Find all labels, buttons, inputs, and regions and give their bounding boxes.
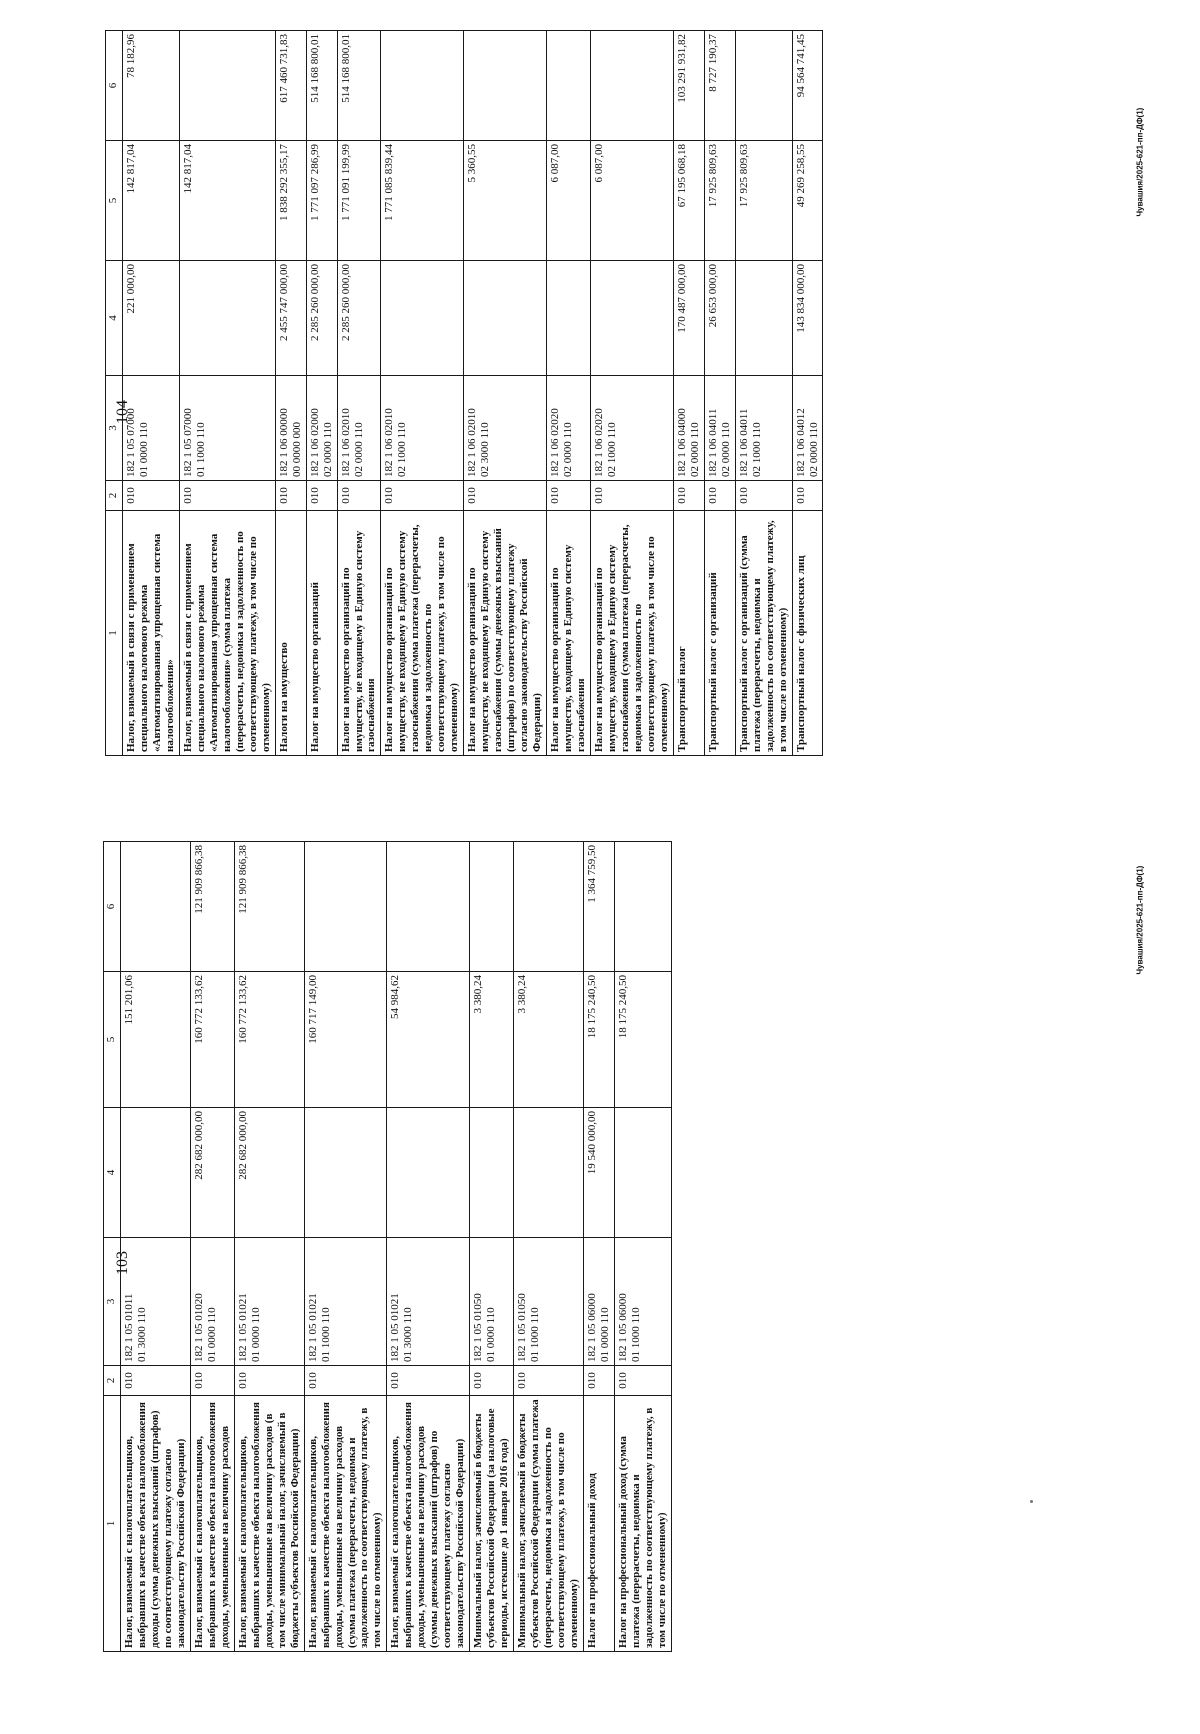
row-plan-cell: 282 682 000,00	[234, 1108, 304, 1238]
row-plan-cell	[304, 1108, 387, 1238]
row-name-cell: Транспортный налог с физических лиц	[792, 511, 823, 756]
row-code-cell: 010	[470, 1366, 514, 1396]
row-exec-cell: 54 984,62	[387, 972, 470, 1108]
row-kbk-cell: 182 1 05 01021 01 1000 110	[304, 1238, 387, 1366]
row-plan-cell: 2 285 260 000,00	[337, 261, 381, 376]
table-row	[190, 842, 234, 1652]
row-plan-cell: 19 540 000,00	[583, 1108, 614, 1238]
table-row	[464, 31, 547, 756]
row-rest-cell	[387, 842, 470, 972]
row-name-cell: Налог, взимаемый с налогоплательщиков, выбравших в качестве объекта налогообложения доходы, уменьшенные на величину расходов (в том числе минимальный налог, зачисляемый в бюджеты субъектов Российской Федерации)	[234, 1396, 304, 1652]
row-rest-cell	[179, 31, 275, 141]
row-name-cell: Транспортный налог с организаций (сумма платежа (перерасчеты, недоимка и задолженность по соответствующему платежу, в том числе по отмененному)	[735, 511, 792, 756]
row-rest-cell	[547, 31, 591, 141]
row-code-cell: 010	[121, 1366, 191, 1396]
row-plan-cell	[735, 261, 792, 376]
row-plan-cell	[514, 1108, 584, 1238]
row-code-cell: 010	[304, 1366, 387, 1396]
row-plan-cell	[547, 261, 591, 376]
table-row	[381, 31, 464, 756]
column-header: 1	[104, 1396, 121, 1652]
sheet-page-104	[105, 34, 1153, 756]
row-plan-cell	[387, 1108, 470, 1238]
row-exec-cell: 6 087,00	[590, 141, 673, 261]
row-kbk-cell: 182 1 06 04011 02 1000 110	[735, 376, 792, 481]
column-header: 2	[106, 481, 123, 511]
row-code-cell: 010	[190, 1366, 234, 1396]
row-rest-cell: 121 909 866,38	[190, 842, 234, 972]
row-name-cell: Налог на имущество организаций по имуществу, входящему в Единую систему газоснабжения (сумма платежа (перерасчеты, недоимка и задолженность по соответствующему платежу, в том числе по отмененному)	[590, 511, 673, 756]
table-row	[673, 31, 704, 756]
table-row	[735, 31, 792, 756]
row-rest-cell: 78 182,96	[123, 31, 180, 141]
row-name-cell: Налог, взимаемый с налогоплательщиков, выбравших в качестве объекта налогообложения доходы, уменьшенные на величину расходов (сумма платежа (перерасчеты, недоимка и задолженность по соответствующему платежу, в том числе по отмененному)	[304, 1396, 387, 1652]
row-rest-cell: 8 727 190,37	[704, 31, 735, 141]
column-header: 3	[106, 376, 123, 481]
column-header: 5	[106, 141, 123, 261]
row-code-cell: 010	[179, 481, 275, 511]
table-row	[304, 842, 387, 1652]
column-header: 4	[104, 1108, 121, 1238]
row-exec-cell: 6 087,00	[547, 141, 591, 261]
row-exec-cell: 1 771 085 839,44	[381, 141, 464, 261]
row-code-cell: 010	[123, 481, 180, 511]
row-rest-cell	[590, 31, 673, 141]
row-code-cell: 010	[387, 1366, 470, 1396]
row-rest-cell	[735, 31, 792, 141]
row-code-cell: 010	[704, 481, 735, 511]
row-code-cell: 010	[547, 481, 591, 511]
table-row	[306, 31, 337, 756]
row-rest-cell: 514 168 800,01	[337, 31, 381, 141]
row-plan-cell: 221 000,00	[123, 261, 180, 376]
row-name-cell: Налог, взимаемый с налогоплательщиков, выбравших в качестве объекта налогообложения доходы, уменьшенные на величину расходов	[190, 1396, 234, 1652]
row-rest-cell	[514, 842, 584, 972]
row-kbk-cell: 182 1 06 02010 02 3000 110	[464, 376, 547, 481]
row-exec-cell: 17 925 809,63	[704, 141, 735, 261]
row-kbk-cell: 182 1 06 04000 02 0000 110	[673, 376, 704, 481]
table-row	[123, 31, 180, 756]
row-exec-cell: 151 201,06	[121, 972, 191, 1108]
row-exec-cell: 17 925 809,63	[735, 141, 792, 261]
table-body-104	[123, 31, 823, 756]
row-name-cell: Налог, взимаемый с налогоплательщиков, выбравших в качестве объекта налогообложения доходы, уменьшенные на величину расходов (суммы денежных взысканий (штрафов) по соответствующему платежу согласно законодательству Российской Федерации)	[387, 1396, 470, 1652]
table-header-row	[104, 842, 121, 1652]
row-exec-cell: 3 380,24	[514, 972, 584, 1108]
row-plan-cell: 170 487 000,00	[673, 261, 704, 376]
row-name-cell: Налог на имущество организаций по имуществу, входящему в Единую систему газоснабжения	[547, 511, 591, 756]
row-kbk-cell: 182 1 06 04012 02 0000 110	[792, 376, 823, 481]
row-code-cell: 010	[464, 481, 547, 511]
row-rest-cell: 617 460 731,83	[275, 31, 306, 141]
row-name-cell: Налог на имущество организаций по имуществу, не входящему в Единую систему газоснабжения (сумма платежа (перерасчеты, недоимка и задолженность по соответствующему платежу, в том числе по отмененному)	[381, 511, 464, 756]
table-body-103	[121, 842, 672, 1652]
table-row	[590, 31, 673, 756]
row-code-cell: 010	[514, 1366, 584, 1396]
row-rest-cell: 1 364 759,50	[583, 842, 614, 972]
row-plan-cell: 26 653 000,00	[704, 261, 735, 376]
table-row	[275, 31, 306, 756]
row-code-cell: 010	[381, 481, 464, 511]
row-code-cell: 010	[792, 481, 823, 511]
row-plan-cell	[470, 1108, 514, 1238]
row-rest-cell	[464, 31, 547, 141]
row-exec-cell: 1 838 292 355,17	[275, 141, 306, 261]
table-row	[387, 842, 470, 1652]
row-plan-cell	[614, 1108, 671, 1238]
row-exec-cell: 67 195 068,18	[673, 141, 704, 261]
row-code-cell: 010	[275, 481, 306, 511]
row-name-cell: Налог, взимаемый с налогоплательщиков, выбравших в качестве объекта налогообложения доходы (сумма денежных взысканий (штрафов) по соответствующему платежу согласно законодательству Российской Федерации)	[121, 1396, 191, 1652]
row-plan-cell: 2 285 260 000,00	[306, 261, 337, 376]
row-name-cell: Минимальный налог, зачисляемый в бюджеты субъектов Российской Федерации (за налоговые периоды, истекшие до 1 января 2016 года)	[470, 1396, 514, 1652]
row-kbk-cell: 182 1 05 01021 01 3000 110	[387, 1238, 470, 1366]
row-name-cell: Налог на имущество организаций по имуществу, не входящему в Единую систему газоснабжения (суммы денежных взысканий (штрафов) по соответствующему платежу согласно законодательству Российской Федерации)	[464, 511, 547, 756]
row-code-cell: 010	[614, 1366, 671, 1396]
row-exec-cell: 49 269 258,55	[792, 141, 823, 261]
row-rest-cell	[304, 842, 387, 972]
row-exec-cell: 142 817,04	[123, 141, 180, 261]
sheet-page-103	[103, 845, 933, 1652]
table-row	[514, 842, 584, 1652]
row-kbk-cell: 182 1 06 02020 02 1000 110	[590, 376, 673, 481]
row-kbk-cell: 182 1 06 02010 02 1000 110	[381, 376, 464, 481]
row-name-cell: Налоги на имущество	[275, 511, 306, 756]
row-plan-cell	[121, 1108, 191, 1238]
row-code-cell: 010	[337, 481, 381, 511]
table-header-row	[106, 31, 123, 756]
table-row	[614, 842, 671, 1652]
row-exec-cell: 160 772 133,62	[190, 972, 234, 1108]
column-header: 2	[104, 1366, 121, 1396]
row-rest-cell: 514 168 800,01	[306, 31, 337, 141]
row-plan-cell	[590, 261, 673, 376]
table-row	[234, 842, 304, 1652]
row-name-cell: Транспортный налог с организаций	[704, 511, 735, 756]
row-exec-cell: 18 175 240,50	[614, 972, 671, 1108]
row-exec-cell: 1 771 097 286,99	[306, 141, 337, 261]
document-code-104: Чувашия/2025-621-пп-ДФ(1)	[1135, 107, 1145, 217]
row-exec-cell: 18 175 240,50	[583, 972, 614, 1108]
row-code-cell: 010	[234, 1366, 304, 1396]
table-row	[337, 31, 381, 756]
row-exec-cell: 3 380,24	[470, 972, 514, 1108]
scan-speck	[1030, 1500, 1033, 1503]
row-code-cell: 010	[583, 1366, 614, 1396]
row-code-cell: 010	[735, 481, 792, 511]
column-header: 6	[104, 842, 121, 972]
row-rest-cell: 121 909 866,38	[234, 842, 304, 972]
row-exec-cell: 160 772 133,62	[234, 972, 304, 1108]
row-name-cell: Налог на имущество организаций по имуществу, не входящему в Единую систему газоснабжения	[337, 511, 381, 756]
row-rest-cell: 94 564 741,45	[792, 31, 823, 141]
row-kbk-cell: 182 1 05 07000 01 0000 110	[123, 376, 180, 481]
row-plan-cell	[381, 261, 464, 376]
row-plan-cell: 143 834 000,00	[792, 261, 823, 376]
row-kbk-cell: 182 1 06 02010 02 0000 110	[337, 376, 381, 481]
row-rest-cell	[614, 842, 671, 972]
row-kbk-cell: 182 1 05 01050 01 1000 110	[514, 1238, 584, 1366]
table-row	[583, 842, 614, 1652]
table-row	[470, 842, 514, 1652]
document-code-103: Чувашия/2025-621-пп-ДФ(1)	[1135, 865, 1145, 975]
row-exec-cell: 1 771 091 199,99	[337, 141, 381, 261]
table-row	[121, 842, 191, 1652]
row-rest-cell: 103 291 931,82	[673, 31, 704, 141]
row-rest-cell	[121, 842, 191, 972]
row-kbk-cell: 182 1 06 02020 02 0000 110	[547, 376, 591, 481]
row-name-cell: Транспортный налог	[673, 511, 704, 756]
row-name-cell: Налог, взимаемый в связи с применением специального налогового режима «Автоматизированная упрощенная система налогообложения»	[123, 511, 180, 756]
row-kbk-cell: 182 1 05 01050 01 0000 110	[470, 1238, 514, 1366]
row-exec-cell: 142 817,04	[179, 141, 275, 261]
budget-table-104	[105, 30, 823, 756]
column-header: 3	[104, 1238, 121, 1366]
table-row	[547, 31, 591, 756]
row-name-cell: Налог на профессиональный доход (сумма платежа (перерасчеты, недоимка и задолженность по соответствующему платежу, в том числе по отмененному)	[614, 1396, 671, 1652]
row-exec-cell: 5 360,55	[464, 141, 547, 261]
budget-table-103	[103, 841, 672, 1652]
column-header: 6	[106, 31, 123, 141]
row-kbk-cell: 182 1 05 06000 01 0000 110	[583, 1238, 614, 1366]
row-name-cell: Минимальный налог, зачисляемый в бюджеты субъектов Российской Федерации (сумма платежа (перерасчеты, недоимка и задолженность по соответствующему платежу, в том числе по отмененному)	[514, 1396, 584, 1652]
row-kbk-cell: 182 1 05 06000 01 1000 110	[614, 1238, 671, 1366]
page-number-104: 104	[114, 400, 131, 424]
row-plan-cell: 2 455 747 000,00	[275, 261, 306, 376]
row-kbk-cell: 182 1 05 07000 01 1000 110	[179, 376, 275, 481]
table-row	[704, 31, 735, 756]
row-rest-cell	[381, 31, 464, 141]
row-name-cell: Налог на имущество организаций	[306, 511, 337, 756]
column-header: 5	[104, 972, 121, 1108]
row-code-cell: 010	[673, 481, 704, 511]
page-number-103: 103	[114, 1251, 131, 1275]
column-header: 1	[106, 511, 123, 756]
row-name-cell: Налог на профессиональный доход	[583, 1396, 614, 1652]
row-kbk-cell: 182 1 06 00000 00 0000 000	[275, 376, 306, 481]
row-kbk-cell: 182 1 05 01020 01 0000 110	[190, 1238, 234, 1366]
row-kbk-cell: 182 1 06 04011 02 0000 110	[704, 376, 735, 481]
column-header: 4	[106, 261, 123, 376]
row-rest-cell	[470, 842, 514, 972]
row-name-cell: Налог, взимаемый в связи с применением специального налогового режима «Автоматизированная упрощенная система налогообложения» (сумма платежа (перерасчеты, недоимка и задолженность по соответствующему платежу, в том числе по отмененному)	[179, 511, 275, 756]
table-row	[179, 31, 275, 756]
row-kbk-cell: 182 1 05 01011 01 3000 110	[121, 1238, 191, 1366]
row-code-cell: 010	[590, 481, 673, 511]
row-exec-cell: 160 717 149,00	[304, 972, 387, 1108]
row-kbk-cell: 182 1 06 02000 02 0000 110	[306, 376, 337, 481]
table-row	[792, 31, 823, 756]
row-code-cell: 010	[306, 481, 337, 511]
row-plan-cell: 282 682 000,00	[190, 1108, 234, 1238]
row-kbk-cell: 182 1 05 01021 01 0000 110	[234, 1238, 304, 1366]
row-plan-cell	[179, 261, 275, 376]
row-plan-cell	[464, 261, 547, 376]
